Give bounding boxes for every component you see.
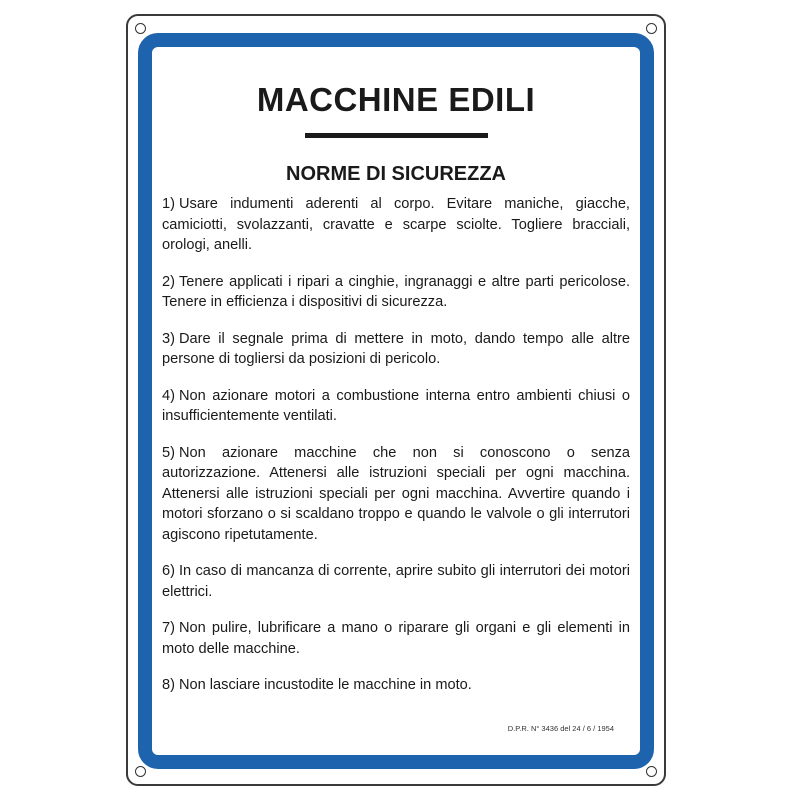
sign-subtitle: NORME DI SICUREZZA	[286, 163, 506, 185]
rule-item-4	[162, 386, 630, 427]
rule-text: Non pulire, lubrificare a mano o riparare gli organi e gli elementi in moto delle macchine.	[162, 620, 630, 657]
rule-number: 2)	[162, 273, 175, 290]
rule-number: 7)	[162, 620, 175, 636]
rule-item-8	[162, 675, 630, 696]
rule-number: 8)	[162, 677, 175, 693]
mounting-hole-top-right	[646, 23, 657, 34]
rule-item-3	[162, 329, 630, 370]
rule-number: 1)	[162, 196, 175, 212]
rule-item-2	[162, 272, 630, 313]
mounting-hole-top-left	[135, 23, 146, 34]
rule-item-5	[162, 443, 630, 546]
rule-text: Non lasciare incustodite le macchine in moto.	[178, 677, 472, 693]
rule-text: Usare indumenti aderenti al corpo. Evitare maniche, giacche, camiciotti, svolazzanti, cravatte e scarpe sciolte. Togliere bracciali, orologi, anelli.	[162, 196, 630, 253]
legal-reference: D.P.R. N° 3436 del 24 / 6 / 1954	[507, 724, 614, 733]
rule-number: 4)	[162, 387, 175, 404]
sign-content	[162, 47, 630, 712]
rule-item-1	[162, 194, 630, 256]
title-divider	[305, 133, 488, 138]
mounting-hole-bottom-right	[646, 766, 657, 777]
rule-text: In caso di mancanza di corrente, aprire subito gli interrutori dei motori elettrici.	[162, 563, 630, 600]
blue-frame	[138, 33, 654, 769]
rule-text: Dare il segnale prima di mettere in moto, dando tempo alle altre persone di togliersi da posizioni di pericolo.	[162, 330, 630, 367]
rule-number: 3)	[162, 330, 175, 347]
safety-sign	[126, 14, 666, 786]
rule-number: 5)	[162, 444, 175, 461]
sign-title: MACCHINE EDILI	[256, 81, 536, 118]
rule-text: Non azionare motori a combustione interna entro ambienti chiusi o insufficientemente ventilati.	[162, 387, 630, 424]
rule-text: Non azionare macchine che non si conoscono o senza autorizzazione. Attenersi alle istruzioni speciali per ogni macchina. Attenersi alle istruzioni speciali per ogni macchina. Avvertire quando i motori sforzano o si scaldano troppo e quando le valvole o gli interrutori agiscono ripetutamente.	[162, 444, 630, 543]
rule-item-7	[162, 618, 630, 659]
rule-text: Tenere applicati i ripari a cinghie, ingranaggi e altre parti pericolose. Tenere in efficienza i dispositivi di sicurezza.	[162, 273, 630, 310]
rules-list	[162, 194, 630, 696]
rule-number: 6)	[162, 563, 175, 579]
rule-item-6	[162, 561, 630, 602]
mounting-hole-bottom-left	[135, 766, 146, 777]
